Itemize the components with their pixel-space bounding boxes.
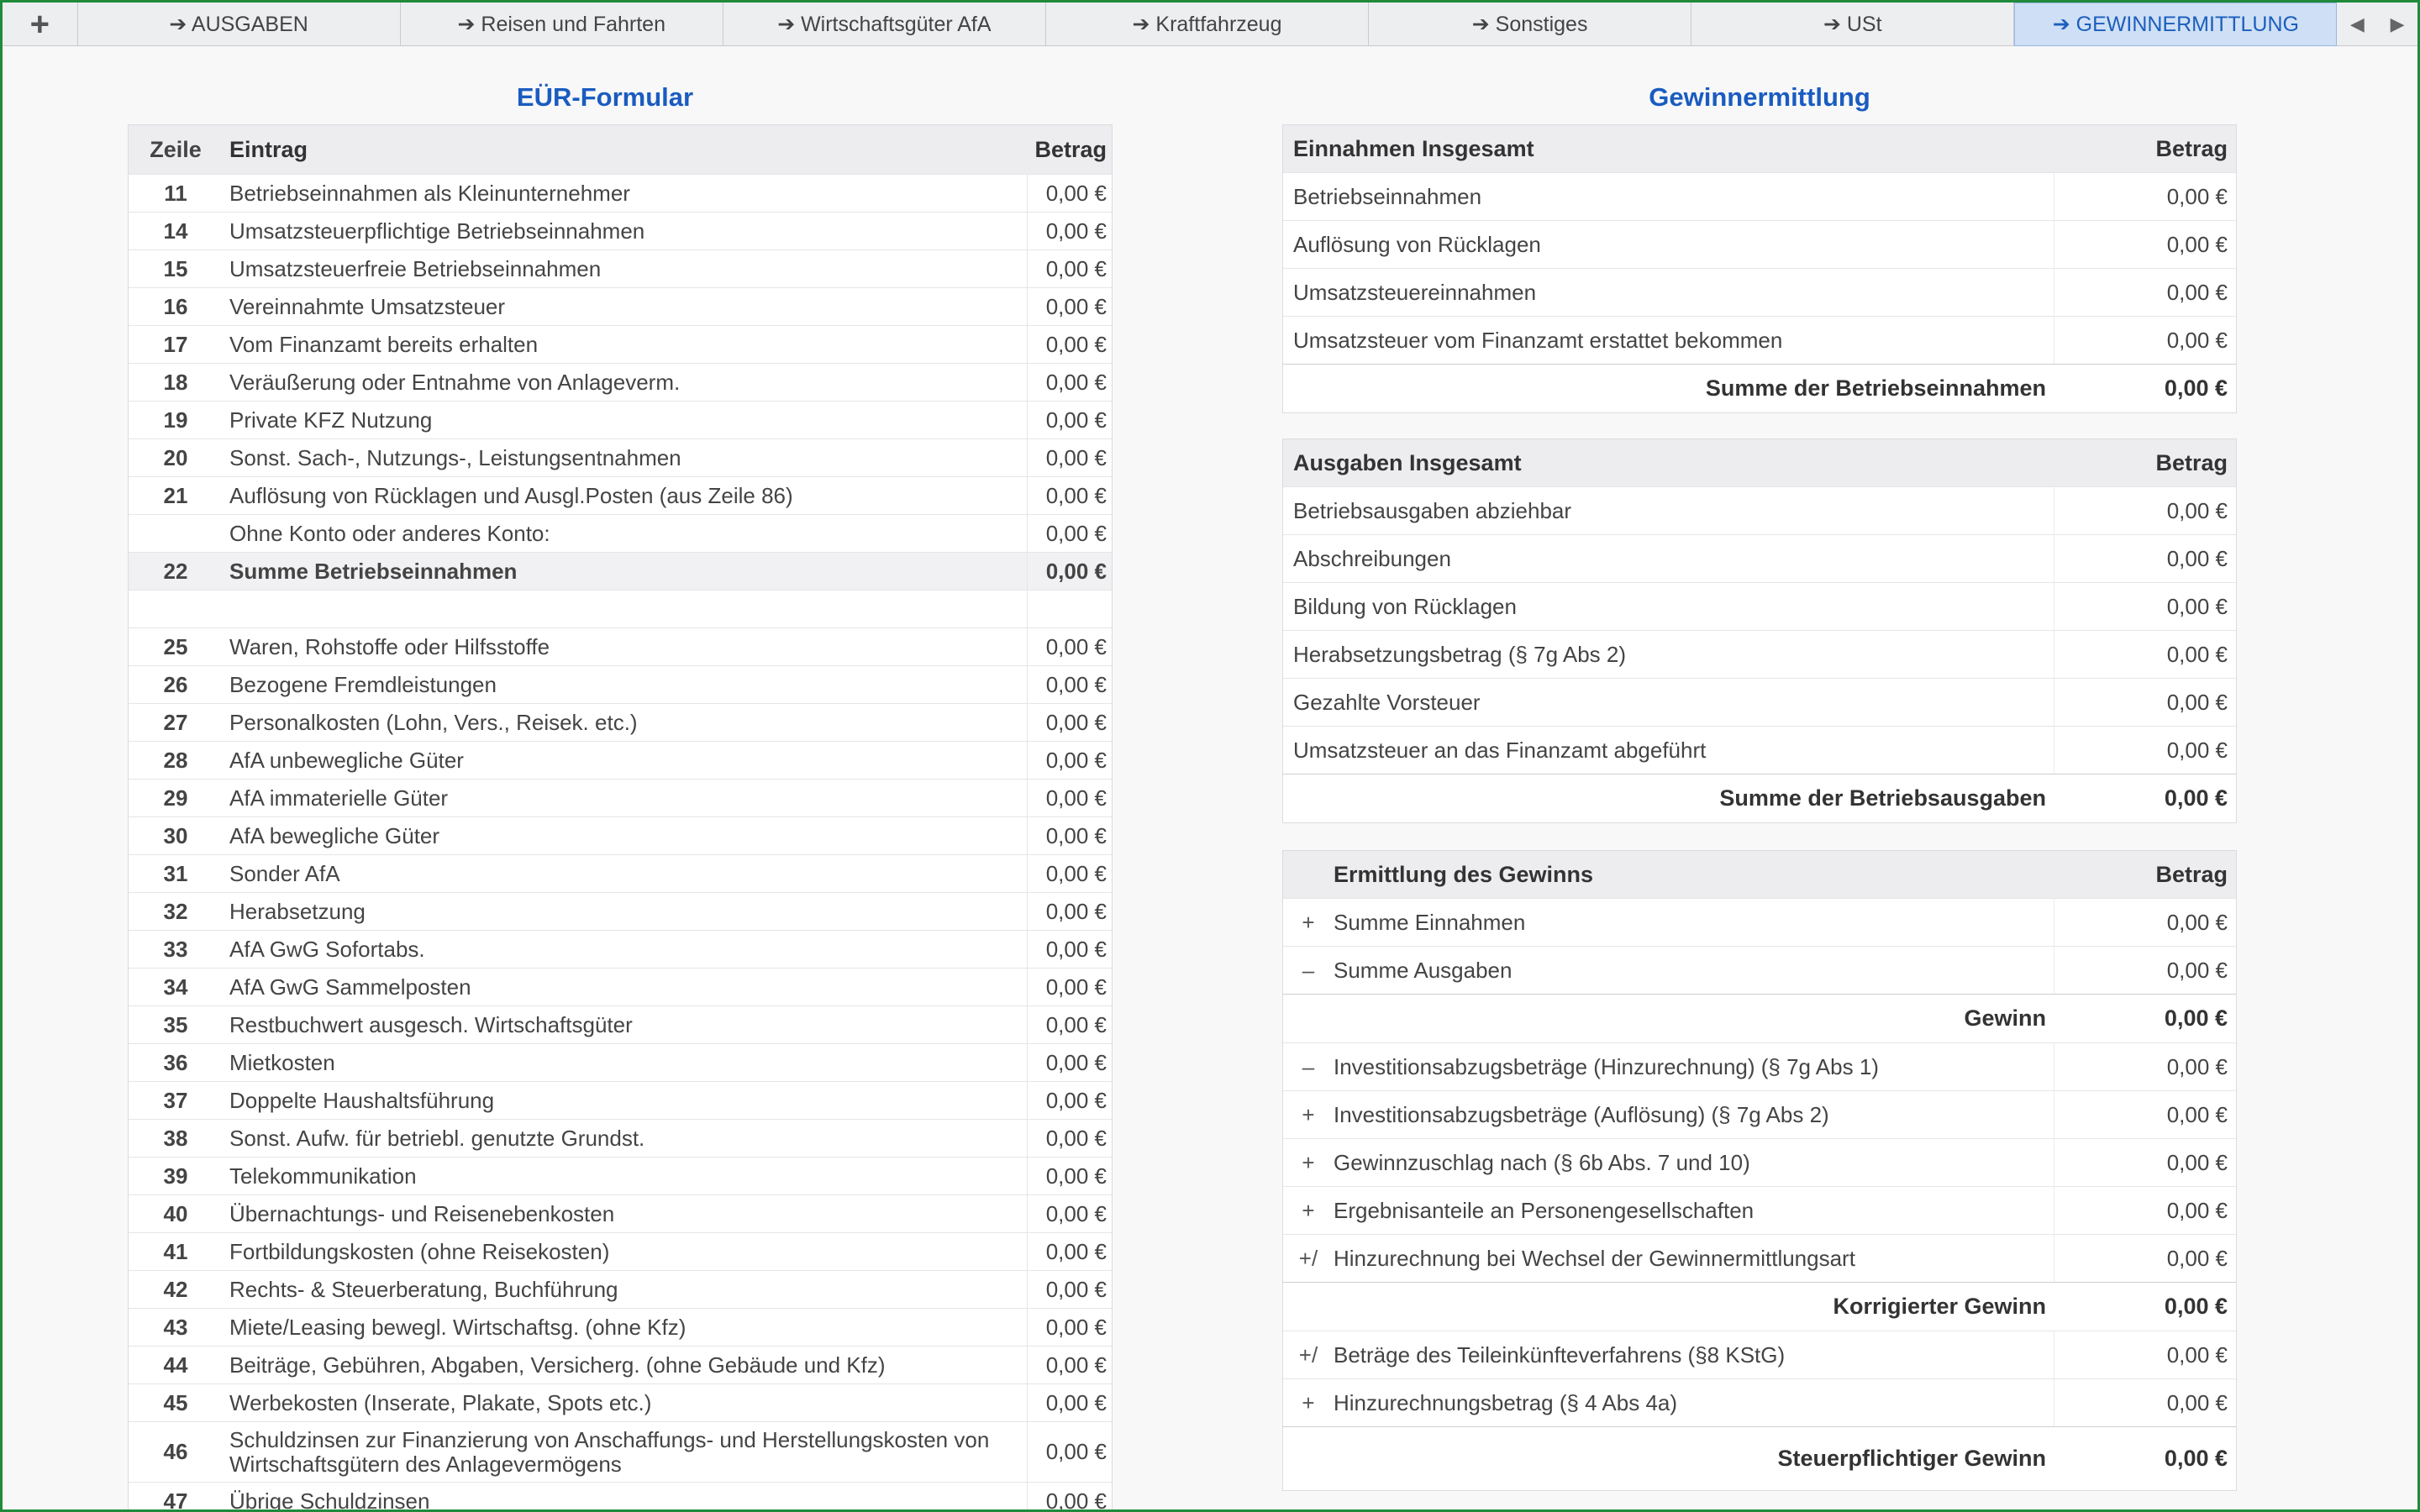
row-label: Umsatzsteuereinnahmen [1283, 269, 2054, 316]
korrigierter-gewinn-row[interactable] [1283, 1282, 2236, 1331]
ausgaben-sum-label: Summe der Betriebsausgaben [1719, 785, 2046, 811]
row-operator: + [1302, 909, 1315, 935]
cell-eintrag: Vereinnahmte Umsatzsteuer [223, 288, 1028, 325]
ermittlung-block-3 [1283, 1331, 2236, 1426]
ermittlung-table [1282, 850, 2237, 1491]
cell-eintrag: Vom Finanzamt bereits erhalten [223, 326, 1028, 363]
cell-eintrag: AfA immaterielle Güter [223, 780, 1028, 816]
cell-eintrag: Schuldzinsen zur Finanzierung von Anschaffungs- und Herstellungskosten von Wirtschaftsgütern des Anlagevermögens [223, 1422, 1028, 1482]
cell-zeile: 19 [163, 407, 188, 433]
row-value: 0,00 € [2166, 183, 2228, 209]
cell-betrag: 0,00 € [1045, 671, 1107, 697]
cell-betrag: 0,00 € [1045, 633, 1107, 659]
cell-betrag: 0,00 € [1045, 936, 1107, 962]
row-operator: + [1302, 1149, 1315, 1175]
einnahmen-header-label: Einnahmen Insgesamt [1293, 135, 1534, 161]
row-label: Betriebsausgaben abziehbar [1283, 487, 2054, 534]
col-header-zeile: Zeile [150, 136, 202, 162]
cell-eintrag: Waren, Rohstoffe oder Hilfsstoffe [223, 628, 1028, 665]
cell-eintrag: AfA GwG Sammelposten [223, 969, 1028, 1005]
ausgaben-rows [1283, 486, 2236, 774]
table-row[interactable] [129, 968, 1112, 1005]
add-sheet-icon[interactable]: + [3, 3, 78, 46]
cell-betrag: 0,00 € [1045, 1011, 1107, 1037]
row-value: 0,00 € [2166, 1053, 2228, 1079]
cell-betrag: 0,00 € [1045, 898, 1107, 924]
einnahmen-sum-label: Summe der Betriebseinnahmen [1705, 375, 2046, 401]
row-value: 0,00 € [2166, 909, 2228, 935]
einnahmen-header-betrag: Betrag [2155, 135, 2228, 161]
cell-zeile: 44 [163, 1352, 188, 1378]
cell-eintrag: Sonst. Sach-, Nutzungs-, Leistungsentnahmen [223, 439, 1028, 476]
cell-betrag: 0,00 € [1045, 974, 1107, 1000]
table-row[interactable] [129, 552, 1112, 590]
row-label: Hinzurechnung bei Wechsel der Gewinnermittlungsart [1334, 1235, 2054, 1282]
euer-table [128, 124, 1113, 1512]
table-row[interactable] [129, 665, 1112, 703]
cell-zeile: 34 [163, 974, 188, 1000]
table-row[interactable] [129, 476, 1112, 514]
table-row[interactable] [129, 854, 1112, 892]
col-header-eintrag: Eintrag [229, 136, 308, 162]
ermittlung-header-betrag: Betrag [2155, 861, 2228, 887]
cell-betrag: 0,00 € [1045, 1238, 1107, 1264]
gewinn-label: Gewinn [1964, 1005, 2046, 1031]
cell-betrag: 0,00 € [1045, 331, 1107, 357]
cell-zeile: 29 [163, 785, 188, 811]
row-value: 0,00 € [2166, 279, 2228, 305]
table-row[interactable] [129, 1346, 1112, 1383]
cell-eintrag: Doppelte Haushaltsführung [223, 1082, 1028, 1119]
cell-betrag: 0,00 € [1045, 860, 1107, 886]
table-row[interactable] [129, 1119, 1112, 1157]
table-row[interactable] [129, 892, 1112, 930]
cell-eintrag: Ohne Konto oder anderes Konto: [223, 515, 1028, 552]
cell-betrag: 0,00 € [1045, 293, 1107, 319]
cell-eintrag: Übernachtungs- und Reisenebenkosten [223, 1195, 1028, 1232]
row-label: Ergebnisanteile an Personengesellschaften [1334, 1187, 2054, 1234]
row-label: Hinzurechnungsbetrag (§ 4 Abs 4a) [1334, 1379, 2054, 1426]
row-value: 0,00 € [2166, 497, 2228, 523]
cell-betrag: 0,00 € [1045, 1314, 1107, 1340]
cell-betrag: 0,00 € [1045, 785, 1107, 811]
table-row[interactable] [129, 816, 1112, 854]
table-row[interactable] [1283, 316, 2236, 364]
row-label: Investitionsabzugsbeträge (Auflösung) (§ 7g Abs 2) [1334, 1091, 2054, 1138]
ermittlung-block-2 [1283, 1042, 2236, 1282]
row-operator: + [1302, 1389, 1315, 1415]
cell-eintrag: Mietkosten [223, 1044, 1028, 1081]
cell-zeile: 31 [163, 860, 188, 886]
korrigierter-gewinn-value: 0,00 € [2164, 1294, 2228, 1319]
cell-eintrag: Personalkosten (Lohn, Vers., Reisek. etc.) [223, 704, 1028, 741]
row-value: 0,00 € [2166, 1101, 2228, 1127]
cell-zeile: 41 [163, 1238, 188, 1264]
einnahmen-sum-value: 0,00 € [2164, 375, 2228, 401]
table-row[interactable] [1283, 1234, 2236, 1282]
cell-eintrag: AfA unbewegliche Güter [223, 742, 1028, 779]
cell-zeile: 45 [163, 1389, 188, 1415]
cell-zeile: 35 [163, 1011, 188, 1037]
gewinnermittlung-title: Gewinnermittlung [1649, 82, 1870, 112]
cell-zeile: 26 [163, 671, 188, 697]
steuerpflichtiger-gewinn-label: Steuerpflichtiger Gewinn [1777, 1446, 2046, 1471]
cell-eintrag: Private KFZ Nutzung [223, 402, 1028, 438]
cell-eintrag: Telekommunikation [223, 1158, 1028, 1194]
cell-betrag: 0,00 € [1045, 255, 1107, 281]
cell-eintrag: AfA GwG Sofortabs. [223, 931, 1028, 968]
ermittlung-header-label: Ermittlung des Gewinns [1334, 861, 1594, 887]
cell-zeile: 38 [163, 1125, 188, 1151]
table-row[interactable] [1283, 486, 2236, 534]
cell-zeile: 16 [163, 293, 188, 319]
cell-eintrag: Summe Betriebseinnahmen [223, 553, 1028, 590]
table-row[interactable] [1283, 1331, 2236, 1378]
table-row[interactable] [1283, 534, 2236, 582]
row-operator: + [1302, 1197, 1315, 1223]
einnahmen-rows [1283, 172, 2236, 364]
ausgaben-table [1282, 438, 2237, 823]
table-row[interactable] [129, 1081, 1112, 1119]
cell-betrag: 0,00 € [1045, 1389, 1107, 1415]
cell-betrag: 0,00 € [1045, 218, 1107, 244]
ausgaben-sum-row[interactable] [1283, 774, 2236, 822]
table-row[interactable] [1283, 726, 2236, 774]
table-row[interactable] [129, 627, 1112, 665]
table-row[interactable] [1283, 220, 2236, 268]
table-row[interactable] [1283, 1042, 2236, 1090]
sheet-tab-bar [3, 3, 2417, 46]
row-value: 0,00 € [2166, 1389, 2228, 1415]
row-label: Umsatzsteuer vom Finanzamt erstattet bekommen [1283, 317, 2054, 364]
einnahmen-sum-row[interactable] [1283, 364, 2236, 412]
row-value: 0,00 € [2166, 1245, 2228, 1271]
table-row[interactable] [1283, 268, 2236, 316]
cell-betrag: 0,00 € [1045, 709, 1107, 735]
einnahmen-table [1282, 124, 2237, 413]
table-row[interactable] [1283, 1138, 2236, 1186]
row-label: Herabsetzungsbetrag (§ 7g Abs 2) [1283, 631, 2054, 678]
cell-zeile: 21 [163, 482, 188, 508]
row-label: Beträge des Teileinkünfteverfahrens (§8 KStG) [1334, 1331, 2054, 1378]
table-row[interactable] [129, 741, 1112, 779]
tab-gewinnermittlung[interactable]: ➔ GEWINNERMITTLUNG [2014, 3, 2337, 46]
row-label: Abschreibungen [1283, 535, 2054, 582]
cell-eintrag: Übrige Schuldzinsen [223, 1483, 1028, 1512]
cell-eintrag: AfA bewegliche Güter [223, 817, 1028, 854]
cell-betrag: 0,00 € [1045, 444, 1107, 470]
table-row[interactable] [129, 590, 1112, 627]
table-row[interactable] [129, 930, 1112, 968]
row-value: 0,00 € [2166, 737, 2228, 763]
row-value: 0,00 € [2166, 689, 2228, 715]
table-row[interactable] [129, 1232, 1112, 1270]
cell-betrag: 0,00 € [1045, 520, 1107, 546]
cell-zeile: 22 [163, 558, 188, 584]
cell-eintrag: Herabsetzung [223, 893, 1028, 930]
cell-betrag: 0,00 € [1045, 369, 1107, 395]
cell-betrag: 0,00 € [1045, 407, 1107, 433]
row-label: Umsatzsteuer an das Finanzamt abgeführt [1283, 727, 2054, 774]
row-value: 0,00 € [2166, 641, 2228, 667]
ausgaben-header-betrag: Betrag [2155, 449, 2228, 475]
row-value: 0,00 € [2166, 1341, 2228, 1368]
cell-zeile: 30 [163, 822, 188, 848]
table-row[interactable] [129, 174, 1112, 212]
cell-betrag: 0,00 € [1045, 1488, 1107, 1512]
table-row[interactable] [129, 1383, 1112, 1421]
table-row[interactable] [129, 1308, 1112, 1346]
table-row[interactable] [129, 363, 1112, 401]
row-label: Summe Einnahmen [1334, 899, 2054, 946]
cell-eintrag: Auflösung von Rücklagen und Ausgl.Posten (aus Zeile 86) [223, 477, 1028, 514]
cell-eintrag: Beiträge, Gebühren, Abgaben, Versicherg. (ohne Gebäude und Kfz) [223, 1347, 1028, 1383]
cell-betrag: 0,00 € [1045, 1439, 1107, 1464]
table-row[interactable] [1283, 946, 2236, 994]
cell-zeile: 43 [163, 1314, 188, 1340]
cell-betrag: 0,00 € [1045, 1276, 1107, 1302]
cell-eintrag: Umsatzsteuerfreie Betriebseinnahmen [223, 250, 1028, 287]
row-operator: – [1302, 1053, 1315, 1079]
euer-table-header [129, 125, 1112, 174]
row-label: Bildung von Rücklagen [1283, 583, 2054, 630]
korrigierter-gewinn-label: Korrigierter Gewinn [1833, 1294, 2046, 1319]
table-row[interactable] [1283, 678, 2236, 726]
cell-betrag: 0,00 € [1045, 558, 1107, 584]
cell-zeile: 20 [163, 444, 188, 470]
cell-zeile: 28 [163, 747, 188, 773]
cell-zeile: 47 [163, 1488, 188, 1512]
cell-eintrag: Miete/Leasing bewegl. Wirtschaftsg. (ohne Kfz) [223, 1309, 1028, 1346]
cell-zeile: 17 [163, 331, 188, 357]
table-row[interactable] [129, 401, 1112, 438]
table-row[interactable] [1283, 1090, 2236, 1138]
cell-betrag: 0,00 € [1045, 822, 1107, 848]
cell-zeile: 36 [163, 1049, 188, 1075]
cell-betrag: 0,00 € [1045, 1087, 1107, 1113]
row-operator: + [1302, 1101, 1315, 1127]
tab-scroll-left-icon[interactable]: ◀ [2349, 13, 2365, 34]
steuerpflichtiger-gewinn-value: 0,00 € [2164, 1446, 2228, 1471]
cell-zeile: 40 [163, 1200, 188, 1226]
table-row[interactable] [129, 1482, 1112, 1512]
cell-zeile: 42 [163, 1276, 188, 1302]
row-operator: +/ [1298, 1341, 1318, 1368]
tab-sonstiges[interactable]: ➔ Sonstiges [1369, 3, 1691, 46]
table-row[interactable] [129, 514, 1112, 552]
row-value: 0,00 € [2166, 1197, 2228, 1223]
table-row[interactable] [129, 779, 1112, 816]
cell-betrag: 0,00 € [1045, 747, 1107, 773]
table-row[interactable] [1283, 1378, 2236, 1426]
steuerpflichtiger-gewinn-row[interactable] [1283, 1426, 2236, 1490]
cell-betrag: 0,00 € [1045, 1125, 1107, 1151]
col-header-betrag: Betrag [1034, 136, 1107, 162]
row-value: 0,00 € [2166, 957, 2228, 983]
cell-eintrag: Fortbildungskosten (ohne Reisekosten) [223, 1233, 1028, 1270]
tab-kraftfahrzeug[interactable]: ➔ Kraftfahrzeug [1046, 3, 1369, 46]
row-label: Summe Ausgaben [1334, 947, 2054, 994]
table-row[interactable] [129, 1157, 1112, 1194]
table-row[interactable] [129, 212, 1112, 249]
tab-ust[interactable]: ➔ USt [1691, 3, 2014, 46]
table-row[interactable] [1283, 582, 2236, 630]
ermittlung-block-1 [1283, 898, 2236, 994]
row-label: Gezahlte Vorsteuer [1283, 679, 2054, 726]
cell-zeile: 25 [163, 633, 188, 659]
table-row[interactable] [129, 325, 1112, 363]
cell-zeile: 14 [163, 218, 188, 244]
cell-zeile: 18 [163, 369, 188, 395]
cell-zeile: 15 [163, 255, 188, 281]
table-row[interactable] [1283, 1186, 2236, 1234]
table-row[interactable] [129, 1005, 1112, 1043]
cell-eintrag [223, 591, 1028, 627]
table-row[interactable] [129, 1043, 1112, 1081]
cell-eintrag: Umsatzsteuerpflichtige Betriebseinnahmen [223, 213, 1028, 249]
cell-betrag: 0,00 € [1045, 1163, 1107, 1189]
cell-zeile: 37 [163, 1087, 188, 1113]
table-row[interactable] [1283, 630, 2236, 678]
ausgaben-header-label: Ausgaben Insgesamt [1293, 449, 1522, 475]
row-value: 0,00 € [2166, 593, 2228, 619]
cell-betrag: 0,00 € [1045, 482, 1107, 508]
cell-zeile: 46 [163, 1439, 188, 1464]
row-label: Gewinnzuschlag nach (§ 6b Abs. 7 und 10) [1334, 1139, 2054, 1186]
cell-eintrag: Werbekosten (Inserate, Plakate, Spots etc.) [223, 1384, 1028, 1421]
euer-rows [129, 174, 1112, 1512]
tab-wirtschaftsgueter-afa[interactable]: ➔ Wirtschaftsgüter AfA [723, 3, 1046, 46]
cell-eintrag: Veräußerung oder Entnahme von Anlageverm. [223, 364, 1028, 401]
einnahmen-header [1283, 125, 2236, 172]
table-row[interactable] [129, 1194, 1112, 1232]
table-row[interactable] [129, 287, 1112, 325]
cell-eintrag: Rechts- & Steuerberatung, Buchführung [223, 1271, 1028, 1308]
cell-betrag: 0,00 € [1045, 1049, 1107, 1075]
gewinn-value: 0,00 € [2164, 1005, 2228, 1031]
row-label: Auflösung von Rücklagen [1283, 221, 2054, 268]
gewinn-row[interactable] [1283, 994, 2236, 1042]
row-label: Investitionsabzugsbeträge (Hinzurechnung) (§ 7g Abs 1) [1334, 1043, 2054, 1090]
cell-betrag: 0,00 € [1045, 180, 1107, 206]
table-row[interactable] [1283, 172, 2236, 220]
row-value: 0,00 € [2166, 545, 2228, 571]
table-row[interactable] [129, 1421, 1112, 1482]
ausgaben-sum-value: 0,00 € [2164, 785, 2228, 811]
row-operator: +/ [1298, 1245, 1318, 1271]
cell-betrag: 0,00 € [1045, 1200, 1107, 1226]
row-operator: – [1302, 957, 1315, 983]
tab-ausgaben[interactable]: ➔ AUSGABEN [78, 3, 401, 46]
tab-scroll-right-icon[interactable]: ▶ [2390, 13, 2405, 34]
row-value: 0,00 € [2166, 231, 2228, 257]
cell-zeile: 39 [163, 1163, 188, 1189]
table-row[interactable] [129, 1270, 1112, 1308]
cell-zeile: 27 [163, 709, 188, 735]
table-row[interactable] [129, 438, 1112, 476]
ermittlung-header [1283, 851, 2236, 898]
tab-reisen-und-fahrten[interactable]: ➔ Reisen und Fahrten [401, 3, 723, 46]
cell-zeile: 11 [164, 180, 187, 206]
cell-eintrag: Restbuchwert ausgesch. Wirtschaftsgüter [223, 1006, 1028, 1043]
cell-zeile: 32 [163, 898, 188, 924]
table-row[interactable] [129, 249, 1112, 287]
table-row[interactable] [1283, 898, 2236, 946]
ausgaben-header [1283, 439, 2236, 486]
cell-zeile: 33 [163, 936, 188, 962]
euer-title: EÜR-Formular [516, 82, 694, 112]
cell-eintrag: Sonder AfA [223, 855, 1028, 892]
row-value: 0,00 € [2166, 327, 2228, 353]
cell-betrag: 0,00 € [1045, 1352, 1107, 1378]
cell-eintrag: Betriebseinnahmen als Kleinunternehmer [223, 175, 1028, 212]
cell-eintrag: Sonst. Aufw. für betriebl. genutzte Grundst. [223, 1120, 1028, 1157]
row-label: Betriebseinnahmen [1283, 173, 2054, 220]
cell-eintrag: Bezogene Fremdleistungen [223, 666, 1028, 703]
table-row[interactable] [129, 703, 1112, 741]
row-value: 0,00 € [2166, 1149, 2228, 1175]
